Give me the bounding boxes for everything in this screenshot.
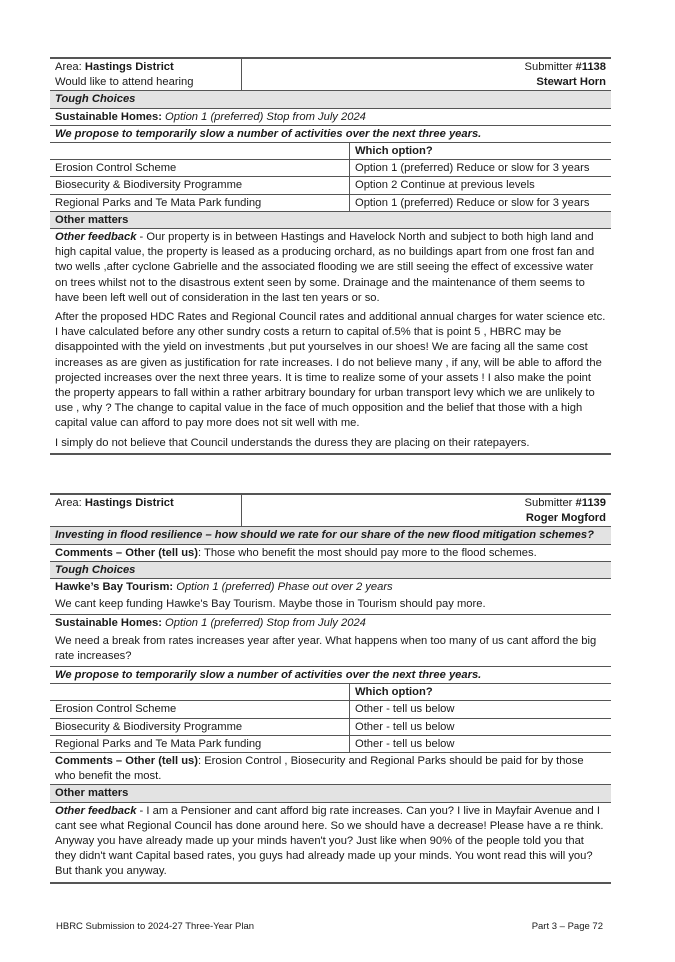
tourism-row: Hawke’s Bay Tourism: Option 1 (preferred) Phase out over 2 years We cant keep funding Hawke's Bay Tourism. Maybe those in Tourism should pay more. — [50, 579, 611, 615]
section-other-matters: Other matters — [50, 212, 611, 229]
other-feedback: Other feedback - I am a Pensioner and cant afford big rate increases. Can you? I live in Mayfair Avenue and I cant see what Regional Council has done around here. So we should have a decrease! Please have a re think. Anyway you have already made up your minds haven't you? Just like when 90% of the people told you that they didn't want Capital based rates, you guys had already made up your minds. You wont read this will you? But thank you anyway. — [50, 803, 611, 884]
submitter-name: Stewart Horn — [536, 76, 606, 89]
slow-activities-heading: We propose to temporarily slow a number of activities over the next three years. — [50, 126, 611, 143]
table-header-row: Which option? — [50, 684, 611, 701]
slow-activities-heading: We propose to temporarily slow a number of activities over the next three years. — [50, 667, 611, 684]
submission-header — [50, 57, 611, 91]
table-row: Erosion Control Scheme Other - tell us below — [50, 701, 611, 718]
footer-title: HBRC Submission to 2024-27 Three-Year Plan — [56, 921, 255, 932]
table-header-row: Which option? — [50, 143, 611, 160]
section-tough-choices: Tough Choices — [50, 562, 611, 579]
section-tough-choices: Tough Choices — [50, 91, 611, 108]
activities-comment: Comments – Other (tell us): Erosion Control , Biosecurity and Regional Parks should be paid for by those who benefit the most. — [50, 753, 611, 785]
page-footer — [56, 919, 603, 934]
section-other-matters: Other matters — [50, 785, 611, 802]
other-feedback: Other feedback - Our property is in between Hastings and Havelock North and subject to both high land and high capital value, the property is leased as a producing orchard, as no buildings apart from one frost fan and two wells ,after cyclone Gabrielle and the associated flooding we are still seeing the effect of excessive water on trees whilst not to the disastrous extent seen by some. Drainage and the maintenance of them seems to have been left well out of consideration in the last ten years or so. After the proposed HDC Rates and Regional Council rates and additional annual charges for water science etc. I have calculated before any other sundry costs a return to capital of.5% that is point 5 , HBRC may be disappointed with the yield on investments ,but put yourselves in our shoes! We are facing all the same cost increases as are given as justification for rate increases. I do not believe many , if any, will be able to afford the projected increases over the next three years. It is time to realize some of your assets ! I also make the point the property appears to fall within a rather arbitrary boundary for urban transport levy which we are unlikely to use , why ? The change to capital value in the face of much opposition and the belief that those with a high capital value can afford to pay more does not sit well with me. I simply do not believe that Council understands the duress they are placing on their ratepayers. — [50, 229, 611, 455]
submission-1139 — [50, 493, 611, 884]
submission-meta: Area: Hastings District Would like to attend hearing — [50, 59, 242, 90]
submitter-name: Roger Mogford — [525, 512, 606, 525]
section-flood-resilience: Investing in flood resilience – how should we rate for our share of the new flood mitigation schemes? — [50, 527, 611, 544]
page-number: Part 3 – Page 72 — [531, 921, 603, 932]
submitter-number: #1139 — [575, 497, 606, 509]
hearing-note: Would like to attend hearing — [55, 76, 194, 89]
sustainable-homes-row: Sustainable Homes: Option 1 (preferred) Stop from July 2024 — [50, 109, 611, 126]
submitter-info: Submitter #1139 Roger Mogford — [524, 497, 606, 525]
table-row: Regional Parks and Te Mata Park funding Option 1 (preferred) Reduce or slow for 3 years — [50, 195, 611, 212]
area-value: Hastings District — [84, 497, 174, 509]
submission-1138 — [50, 57, 611, 455]
table-row: Regional Parks and Te Mata Park funding Other - tell us below — [50, 736, 611, 753]
submission-header — [50, 493, 611, 527]
flood-comment: Comments – Other (tell us): Those who benefit the most should pay more to the flood schemes. — [50, 545, 611, 562]
area-value: Hastings District — [84, 61, 174, 73]
table-row: Biosecurity & Biodiversity Programme Option 2 Continue at previous levels — [50, 177, 611, 194]
submission-meta: Area: Hastings District — [50, 495, 242, 526]
sustainable-homes-row: Sustainable Homes: Option 1 (preferred) Stop from July 2024 We need a break from rates increases year after year. What happens when too many of us cant afford the big rate increases? — [50, 615, 611, 667]
table-row: Erosion Control Scheme Option 1 (preferred) Reduce or slow for 3 years — [50, 160, 611, 177]
submitter-number: #1138 — [575, 61, 606, 73]
table-row: Biosecurity & Biodiversity Programme Other - tell us below — [50, 719, 611, 736]
submitter-info: Submitter #1138 Stewart Horn — [524, 61, 606, 89]
